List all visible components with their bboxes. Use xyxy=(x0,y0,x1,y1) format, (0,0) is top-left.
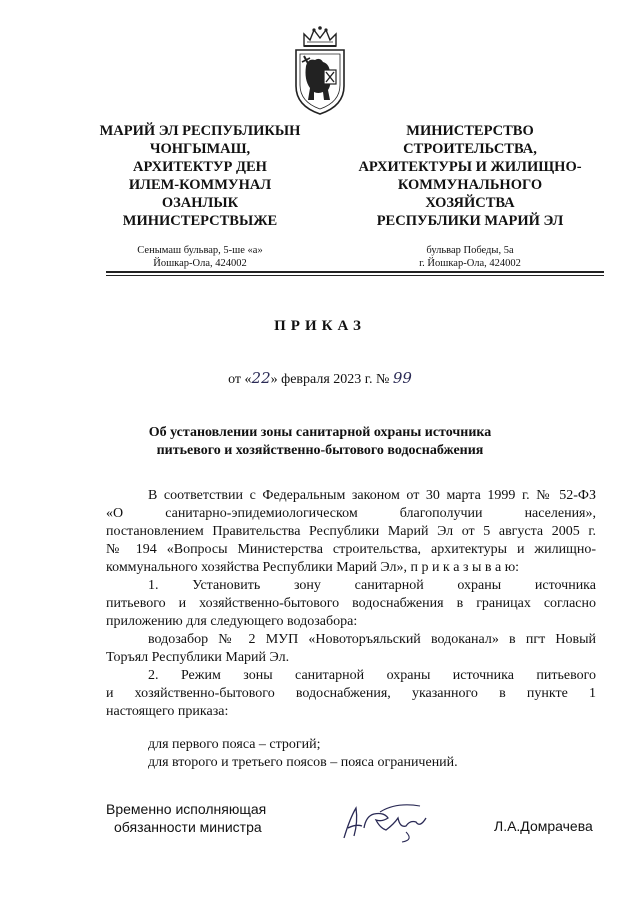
org-name-russian xyxy=(345,122,595,230)
address-russian xyxy=(345,244,595,270)
body-line: питьевого и хозяйственно-бытового водоснабжения в границах согласно xyxy=(106,596,596,611)
org-line: АРХИТЕКТУР ДЕН xyxy=(133,159,267,175)
regime-item: для второго и третьего поясов – пояса ограничений. xyxy=(148,755,458,770)
org-line: ИЛЕМ-КОММУНАЛ xyxy=(128,177,272,193)
body-line: настоящего приказа: xyxy=(106,704,229,719)
body-line: постановлением Правительства Республики Марий Эл от 5 августа 2005 г. xyxy=(106,524,596,539)
order-body xyxy=(106,487,596,721)
body-line: В соответствии с Федеральным законом от 30 марта 1999 г. № 52-ФЗ xyxy=(148,488,596,503)
signer-position xyxy=(106,800,266,836)
body-line: № 194 «Вопросы Министерства строительства, архитектуры и жилищно- xyxy=(106,542,596,557)
signer-name: Л.А.Домрачева xyxy=(494,818,593,834)
org-name-mari xyxy=(75,122,325,230)
date-middle: » февраля 2023 г. № xyxy=(270,372,390,387)
handwritten-signature xyxy=(336,798,436,844)
coat-of-arms-emblem xyxy=(290,24,350,116)
body-line: «О санитарно-эпидемиологическом благополучии населения», xyxy=(106,506,596,521)
subject-line: Об установлении зоны санитарной охраны источника xyxy=(148,425,492,440)
order-subject xyxy=(0,424,640,460)
handwritten-day: 22 xyxy=(251,369,271,387)
address-line: Йошкар-Ола, 424002 xyxy=(153,258,247,269)
regime-item: для первого пояса – строгий; xyxy=(148,737,321,752)
body-line: Торъял Республики Марий Эл. xyxy=(106,650,290,665)
body-line: приложению для следующего водозабора: xyxy=(106,614,358,629)
org-line: МИНИСТЕРСТВЫЖЕ xyxy=(122,213,278,229)
address-line: г. Йошкар-Ола, 424002 xyxy=(419,258,521,269)
address-line: бульвар Победы, 5а xyxy=(426,245,514,256)
subject-line: питьевого и хозяйственно-бытового водоснабжения xyxy=(156,443,484,458)
org-line: АРХИТЕКТУРЫ И ЖИЛИЩНО- xyxy=(358,159,582,175)
regime-list xyxy=(148,736,458,772)
date-prefix: от « xyxy=(228,372,252,387)
body-line: 1. Установить зону санитарной охраны источника xyxy=(148,578,596,593)
order-date-line xyxy=(0,369,640,388)
address-line: Сенымаш бульвар, 5-ше «а» xyxy=(137,245,263,256)
position-line: Временно исполняющая xyxy=(106,801,267,817)
body-line: 2. Режим зоны санитарной охраны источника питьевого xyxy=(148,668,596,683)
header-divider-thin xyxy=(106,275,604,276)
org-line: СТРОИТЕЛЬСТВА, xyxy=(403,141,537,157)
org-line: ХОЗЯЙСТВА xyxy=(425,195,515,211)
crown-icon xyxy=(304,26,336,46)
document-title: ПРИКАЗ xyxy=(274,318,366,334)
body-line: и хозяйственно-бытового водоснабжения, указанного в пункте 1 xyxy=(106,686,596,701)
handwritten-number: 99 xyxy=(392,369,412,387)
org-line: КОММУНАЛЬНОГО xyxy=(397,177,543,193)
body-line: водозабор № 2 МУП «Новоторъяльский водоканал» в пгт Новый xyxy=(148,632,596,647)
org-line: РЕСПУБЛИКИ МАРИЙ ЭЛ xyxy=(376,213,564,229)
org-line: МАРИЙ ЭЛ РЕСПУБЛИКЫН xyxy=(99,123,301,139)
org-line: ЧОНГЫМАШ, xyxy=(149,141,251,157)
org-line: МИНИСТЕРСТВО xyxy=(406,123,534,139)
position-line: обязанности министра xyxy=(114,819,262,835)
org-line: ОЗАНЛЫК xyxy=(161,195,239,211)
header-divider xyxy=(106,271,604,273)
body-line: коммунального хозяйства Республики Марий Эл», п р и к а з ы в а ю: xyxy=(106,560,520,575)
address-mari xyxy=(75,244,325,270)
